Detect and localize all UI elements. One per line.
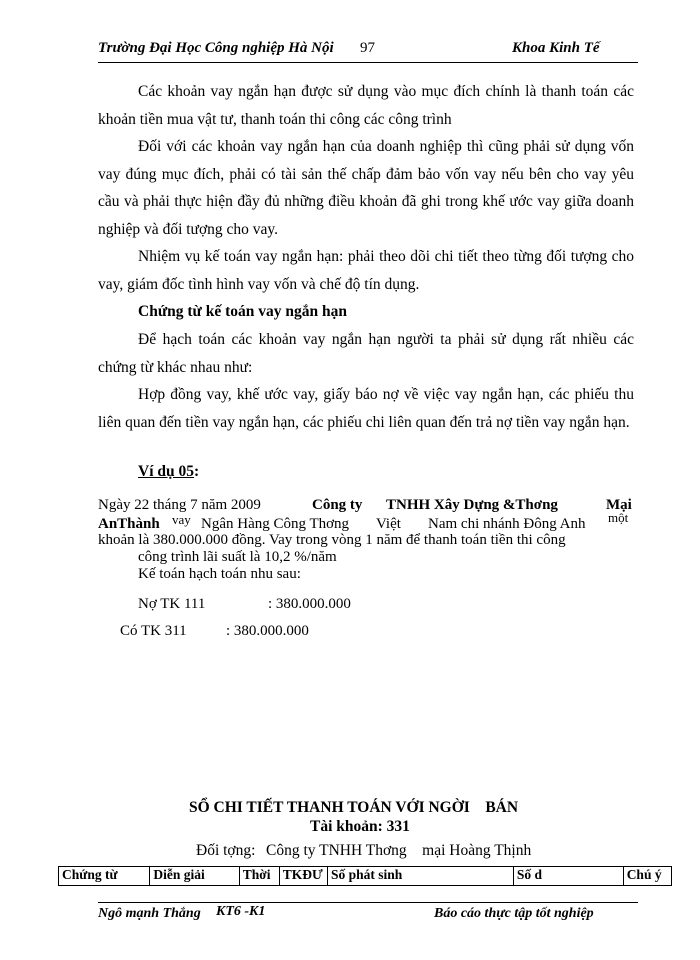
- header-page-number: 97: [360, 40, 375, 56]
- col-chu-y: Chú ý: [623, 867, 671, 886]
- example-title-text: Ví dụ 05: [138, 463, 194, 480]
- credit-account: Có TK 311: [120, 623, 187, 639]
- ledger-subject-label: Đối tợng:: [196, 842, 256, 859]
- ledger-table: [58, 866, 672, 886]
- ledger-title: SỔ CHI TIẾT THANH TOÁN VỚI NGỜI BÁN: [189, 799, 519, 816]
- example-line-1b: Công ty: [312, 497, 363, 513]
- example-line-4: công trình lãi suất là 10,2 %/năm: [138, 549, 337, 565]
- example-line-3: khoản là 380.000.000 đồng. Vay trong vòng 1 năm để thanh toán tiền thi công: [98, 532, 566, 548]
- example-line-1d: Mại: [606, 497, 632, 513]
- example-line-2b: vay: [172, 512, 191, 527]
- example-title: [138, 463, 199, 481]
- example-line-5: Kế toán hạch toán nhu sau:: [138, 566, 301, 582]
- col-tkdu: TKĐƯ: [279, 867, 327, 886]
- example-line-2a: AnThành: [98, 516, 160, 532]
- example-line-2f: một: [608, 510, 629, 525]
- example-title-colon: :: [194, 463, 200, 480]
- col-so-du: Số d: [513, 867, 623, 886]
- example-line-2d: Việt: [376, 516, 401, 532]
- ledger-account: Tài khoản: 331: [310, 818, 410, 835]
- paragraph-1: Các khoản vay ngắn hạn được sử dụng vào mục đích chính là thanh toán các khoản tiền mua vật tư, thanh toán thi công các công trình: [98, 83, 634, 128]
- example-line-2c: Ngân Hàng Công Thơng: [201, 516, 350, 532]
- example-line-1c: TNHH Xây Dựng &Thơng: [386, 497, 558, 513]
- ledger-subject-value: Công ty TNHH Thơng mại Hoàng Thịnh: [266, 842, 532, 859]
- header-rule: [98, 62, 638, 63]
- footer-author: Ngô mạnh Thắng: [98, 906, 201, 921]
- section-heading: Chứng từ kế toán vay ngắn hạn: [138, 303, 347, 320]
- debit-account: Nợ TK 111: [138, 596, 206, 612]
- paragraph-4: Để hạch toán các khoản vay ngắn hạn người ta phải sử dụng rất nhiều các chứng từ khác nhau như:: [98, 331, 634, 376]
- col-thoi: Thời: [239, 867, 279, 886]
- ledger-table-header-row: [59, 867, 672, 886]
- paragraph-2: Đối với các khoản vay ngắn hạn của doanh nghiệp thì cũng phải sử dụng vốn vay đúng mục đích, phải có tài sản thế chấp đảm bảo vốn vay nếu bên cho vay yêu cầu và phải thực hiện đầy đủ những điều khoản đã ghi trong khế ước vay giữa doanh nghiệp và đối tượng cho vay.: [98, 138, 634, 238]
- footer-class: KT6 -K1: [216, 904, 266, 919]
- example-line-2e: Nam chi nhánh Đông Anh: [428, 516, 586, 532]
- col-so-phat-sinh: Số phát sinh: [327, 867, 513, 886]
- paragraph-5: Hợp đồng vay, khế ước vay, giấy báo nợ về việc vay ngắn hạn, các phiếu thu liên quan đến tiền vay ngắn hạn, các phiếu chi liên quan đến trả nợ tiền vay ngắn hạn.: [98, 386, 634, 431]
- header-faculty: Khoa Kinh Tế: [512, 40, 600, 56]
- footer-report: Báo cáo thực tập tốt nghiệp: [434, 906, 594, 921]
- debit-amount: : 380.000.000: [268, 596, 351, 612]
- example-line-1a: Ngày 22 tháng 7 năm 2009: [98, 497, 261, 513]
- header-school: Trường Đại Học Công nghiệp Hà Nội: [98, 40, 334, 56]
- credit-amount: : 380.000.000: [226, 623, 309, 639]
- col-chung-tu: Chứng từ: [59, 867, 150, 886]
- footer-rule: [98, 902, 638, 903]
- paragraph-3: Nhiệm vụ kế toán vay ngắn hạn: phải theo dõi chi tiết theo từng đối tượng cho vay, giám đốc tình hình vay vốn và chế độ tín dụng.: [98, 248, 634, 293]
- col-dien-giai: Diễn giải: [150, 867, 239, 886]
